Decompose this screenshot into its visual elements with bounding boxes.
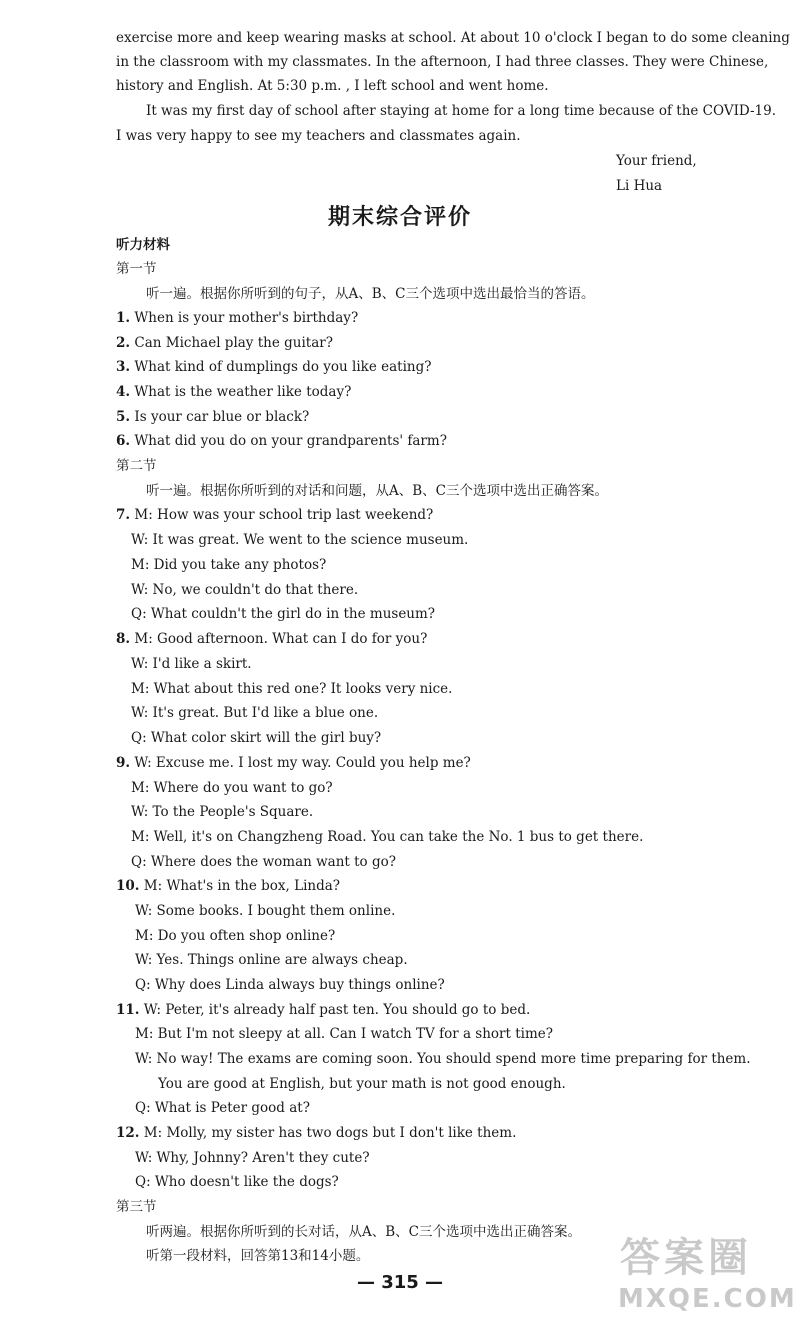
dialogue-question: Q: Who doesn't like the dogs? <box>135 1174 339 1190</box>
dialogue-line: W: It was great. We went to the science museum. <box>131 532 469 548</box>
dialogue-text: M: What's in the box, Linda? <box>143 878 341 894</box>
question-number: 4. <box>116 384 131 400</box>
question-text: Can Michael play the guitar? <box>134 335 333 351</box>
letter-closing: Your friend, <box>616 153 697 169</box>
dialogue-text: M: Molly, my sister has two dogs but I don't like them. <box>143 1125 517 1141</box>
dialogue-question: Q: What couldn't the girl do in the museum? <box>131 606 436 622</box>
question-number: 3. <box>116 359 131 375</box>
question-number: 2. <box>116 335 131 351</box>
section3-instruction: 听两遍。根据你所听到的长对话，从A、B、C三个选项中选出正确答案。 <box>146 1224 581 1240</box>
dialogue-line: W: I'd like a skirt. <box>131 656 252 672</box>
question-number: 11. <box>116 1002 140 1018</box>
dialogue-line: M: Do you often shop online? <box>135 928 336 944</box>
question-number: 8. <box>116 631 131 647</box>
dialogue-line: W: No, we couldn't do that there. <box>131 582 359 598</box>
dialogue-text: W: Peter, it's already half past ten. You should go to bed. <box>143 1002 531 1018</box>
section2-instruction: 听一遍。根据你所听到的对话和问题，从A、B、C三个选项中选出正确答案。 <box>146 483 608 499</box>
section1-instruction: 听一遍。根据你所听到的句子，从A、B、C三个选项中选出最恰当的答语。 <box>146 286 595 302</box>
letter-line: I was very happy to see my teachers and classmates again. <box>116 128 521 144</box>
dialogue-line <box>116 505 433 525</box>
dialogue-line: M: But I'm not sleepy at all. Can I watch TV for a short time? <box>135 1026 553 1042</box>
letter-line: history and English. At 5:30 p.m. , I left school and went home. <box>116 78 549 94</box>
dialogue-line: M: Where do you want to go? <box>131 780 333 796</box>
letter-line: It was my first day of school after staying at home for a long time because of the COVID-19. <box>146 103 777 119</box>
question-text: Is your car blue or black? <box>134 409 310 425</box>
letter-line: in the classroom with my classmates. In the afternoon, I had three classes. They were Chinese, <box>116 54 769 70</box>
dialogue-question: Q: Why does Linda always buy things online? <box>135 977 445 993</box>
dialogue-line <box>116 629 427 649</box>
dialogue-question: Q: Where does the woman want to go? <box>131 854 396 870</box>
question-item <box>116 333 333 353</box>
watermark-text-cn: 答案圈 <box>620 1235 752 1281</box>
letter-line: exercise more and keep wearing masks at school. At about 10 o'clock I began to do some cleaning <box>116 30 790 46</box>
question-number: 10. <box>116 878 140 894</box>
question-number: 5. <box>116 409 131 425</box>
question-number: 9. <box>116 755 131 771</box>
dialogue-question: Q: What is Peter good at? <box>135 1100 310 1116</box>
dialogue-text: W: Excuse me. I lost my way. Could you help me? <box>134 755 471 771</box>
question-number: 1. <box>116 310 131 326</box>
dialogue-line <box>116 876 340 896</box>
section3-label: 第三节 <box>116 1199 157 1215</box>
dialogue-line: W: It's great. But I'd like a blue one. <box>131 705 379 721</box>
question-text: What did you do on your grandparents' farm? <box>134 433 447 449</box>
question-text: When is your mother's birthday? <box>134 310 359 326</box>
dialogue-text: M: Good afternoon. What can I do for you? <box>134 631 428 647</box>
dialogue-line <box>116 1123 516 1143</box>
watermark-text-en: MXQE.COM <box>618 1284 797 1314</box>
question-item <box>116 357 432 377</box>
watermark-logo <box>596 1226 796 1326</box>
question-number: 7. <box>116 507 131 523</box>
page-title: 期末综合评价 <box>327 204 472 230</box>
section2-label: 第二节 <box>116 458 157 474</box>
dialogue-line: You are good at English, but your math is not good enough. <box>158 1076 566 1092</box>
dialogue-line: W: Yes. Things online are always cheap. <box>135 952 408 968</box>
section1-label: 第一节 <box>116 261 157 277</box>
question-text: What is the weather like today? <box>134 384 352 400</box>
dialogue-line: M: What about this red one? It looks very nice. <box>131 681 453 697</box>
dialogue-line: W: To the People's Square. <box>131 804 314 820</box>
dialogue-line <box>116 1000 530 1020</box>
dialogue-line: M: Did you take any photos? <box>131 557 327 573</box>
dialogue-line: M: Well, it's on Changzheng Road. You can take the No. 1 bus to get there. <box>131 829 644 845</box>
letter-signature: Li Hua <box>616 178 663 194</box>
question-number: 12. <box>116 1125 140 1141</box>
dialogue-text: M: How was your school trip last weekend? <box>134 507 434 523</box>
question-item <box>116 407 309 427</box>
dialogue-question: Q: What color skirt will the girl buy? <box>131 730 382 746</box>
dialogue-line <box>116 753 471 773</box>
section3-sub-instruction: 听第一段材料，回答第13和14小题。 <box>146 1248 370 1264</box>
page-number: — 315 — <box>356 1272 444 1293</box>
question-item <box>116 308 358 328</box>
question-number: 6. <box>116 433 131 449</box>
materials-label: 听力材料 <box>116 237 170 253</box>
question-item <box>116 382 351 402</box>
question-item <box>116 431 447 451</box>
dialogue-line: W: No way! The exams are coming soon. You should spend more time preparing for them. <box>135 1051 751 1067</box>
question-text: What kind of dumplings do you like eating? <box>134 359 432 375</box>
dialogue-line: W: Why, Johnny? Aren't they cute? <box>135 1150 370 1166</box>
dialogue-line: W: Some books. I bought them online. <box>135 903 396 919</box>
